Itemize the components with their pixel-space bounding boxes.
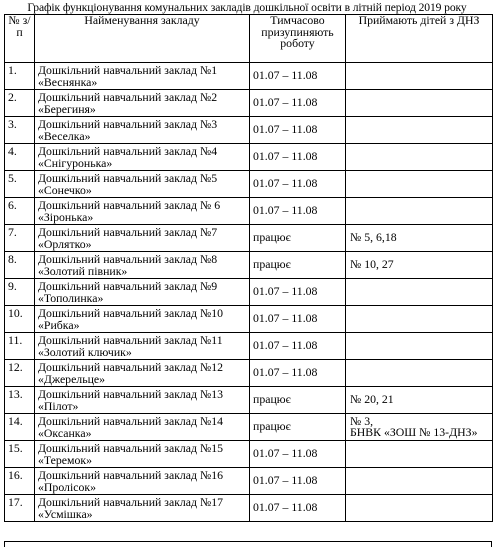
- row-number: 16.: [5, 468, 35, 495]
- institution-name: [35, 333, 250, 360]
- institution-name: [35, 387, 250, 414]
- row-number: 9.: [5, 279, 35, 306]
- institution-type: Дошкільний навчальний заклад №9: [38, 279, 218, 293]
- header-number: № з/п: [5, 15, 35, 63]
- suspension-period: 01.07 – 11.08: [250, 306, 346, 333]
- suspension-period: працює: [250, 252, 346, 279]
- institution-type: Дошкільний навчальний заклад №1: [38, 63, 218, 77]
- suspension-period: 01.07 – 11.08: [250, 279, 346, 306]
- row-number: 15.: [5, 441, 35, 468]
- institution-type: Дошкільний навчальний заклад №14: [38, 414, 224, 428]
- institution-title: «Снігуронька»: [38, 155, 113, 170]
- institution-type: Дошкільний навчальний заклад №8: [38, 252, 218, 266]
- table-continuation: [4, 541, 492, 547]
- row-number: 3.: [5, 117, 35, 144]
- institution-type: Дошкільний навчальний заклад №2: [38, 90, 218, 104]
- row-number: 12.: [5, 360, 35, 387]
- institution-name: [35, 225, 250, 252]
- table-row: [5, 387, 493, 414]
- table-row: [5, 441, 493, 468]
- suspension-period: 01.07 – 11.08: [250, 441, 346, 468]
- institution-title: «Веснянка»: [38, 74, 98, 89]
- table-row: [5, 90, 493, 117]
- institution-name: [35, 279, 250, 306]
- suspension-period: 01.07 – 11.08: [250, 198, 346, 225]
- institution-type: Дошкільний навчальний заклад №5: [38, 171, 218, 185]
- suspension-period: 01.07 – 11.08: [250, 171, 346, 198]
- institution-name: [35, 414, 250, 441]
- accepted-kindergartens: [346, 117, 493, 144]
- suspension-period: 01.07 – 11.08: [250, 144, 346, 171]
- institution-type: Дошкільний навчальний заклад №7: [38, 225, 218, 239]
- institution-type: Дошкільний навчальний заклад №10: [38, 306, 224, 320]
- suspension-period: 01.07 – 11.08: [250, 360, 346, 387]
- accepted-kindergartens: [346, 279, 493, 306]
- institution-title: «Веселка»: [38, 128, 91, 143]
- accepted-kindergartens: [346, 63, 493, 90]
- institution-name: [35, 198, 250, 225]
- suspension-period: працює: [250, 225, 346, 252]
- institution-type: Дошкільний навчальний заклад № 6: [38, 198, 221, 212]
- table-row: [5, 279, 493, 306]
- table-row: [5, 306, 493, 333]
- accepted-kindergartens: [346, 468, 493, 495]
- row-number: 8.: [5, 252, 35, 279]
- accepted-kindergartens: [346, 198, 493, 225]
- institution-title: «Рибка»: [38, 317, 80, 332]
- institution-name: [35, 117, 250, 144]
- header-name: Найменування закладу: [35, 15, 250, 63]
- accepted-kindergartens: [346, 414, 493, 441]
- row-number: 1.: [5, 63, 35, 90]
- accepted-list: № 5, 6,18: [350, 230, 397, 245]
- institution-title: «Теремок»: [38, 452, 93, 467]
- table-row: [5, 360, 493, 387]
- institution-name: [35, 441, 250, 468]
- institution-title: «Пролісок»: [38, 479, 96, 494]
- institution-type: Дошкільний навчальний заклад №15: [38, 441, 224, 455]
- accepted-kindergartens: [346, 171, 493, 198]
- row-number: 17.: [5, 495, 35, 522]
- institution-type: Дошкільний навчальний заклад №4: [38, 144, 218, 158]
- table-header-row: [5, 15, 493, 63]
- table-row: [5, 495, 493, 522]
- institution-title: «Оксанка»: [38, 425, 92, 440]
- suspension-period: 01.07 – 11.08: [250, 495, 346, 522]
- accepted-kindergartens: [346, 225, 493, 252]
- accepted-list: № 20, 21: [350, 392, 394, 407]
- suspension-period: працює: [250, 387, 346, 414]
- row-number: 13.: [5, 387, 35, 414]
- table-row: [5, 144, 493, 171]
- institution-type: Дошкільний навчальний заклад №16: [38, 468, 224, 482]
- suspension-period: 01.07 – 11.08: [250, 468, 346, 495]
- accepted-list: № 10, 27: [350, 257, 394, 272]
- document-title: Графік функціонування комунальних закладів дошкільної освіти в літній період 2019 року: [27, 1, 467, 14]
- row-number: 14.: [5, 414, 35, 441]
- table-body: [5, 63, 493, 522]
- row-number: 4.: [5, 144, 35, 171]
- header-accepts: Приймають дітей з ДНЗ: [346, 15, 493, 63]
- table-row: [5, 414, 493, 441]
- institution-title: «Усмішка»: [38, 506, 93, 521]
- suspension-period: 01.07 – 11.08: [250, 333, 346, 360]
- accepted-kindergartens: [346, 387, 493, 414]
- row-number: 6.: [5, 198, 35, 225]
- institution-name: [35, 63, 250, 90]
- institution-type: Дошкільний навчальний заклад №3: [38, 117, 218, 131]
- suspension-period: 01.07 – 11.08: [250, 117, 346, 144]
- accepted-kindergartens: [346, 360, 493, 387]
- table-row: [5, 198, 493, 225]
- institution-name: [35, 468, 250, 495]
- institution-title: «Берегиня»: [38, 101, 96, 116]
- institution-title: «Джерельце»: [38, 371, 106, 386]
- table-row: [5, 171, 493, 198]
- accepted-kindergartens: [346, 333, 493, 360]
- institution-title: «Зіронька»: [38, 209, 94, 224]
- accepted-kindergartens: [346, 306, 493, 333]
- row-number: 2.: [5, 90, 35, 117]
- accepted-kindergartens: [346, 495, 493, 522]
- institution-name: [35, 495, 250, 522]
- institution-title: «Золотий ключик»: [38, 344, 132, 359]
- accepted-kindergartens: [346, 252, 493, 279]
- institution-name: [35, 252, 250, 279]
- table-row: [5, 252, 493, 279]
- suspension-period: 01.07 – 11.08: [250, 63, 346, 90]
- institution-name: [35, 171, 250, 198]
- table-row: [5, 63, 493, 90]
- institution-name: [35, 144, 250, 171]
- row-number: 5.: [5, 171, 35, 198]
- institution-type: Дошкільний навчальний заклад №17: [38, 495, 224, 509]
- institution-name: [35, 306, 250, 333]
- suspension-period: 01.07 – 11.08: [250, 90, 346, 117]
- institution-title: «Орлятко»: [38, 236, 92, 251]
- accepted-kindergartens: [346, 144, 493, 171]
- schedule-table: [4, 14, 493, 522]
- row-number: 10.: [5, 306, 35, 333]
- institution-title: «Пілот»: [38, 398, 79, 413]
- institution-name: [35, 90, 250, 117]
- accepted-kindergartens: [346, 90, 493, 117]
- table-row: [5, 225, 493, 252]
- suspension-period: працює: [250, 414, 346, 441]
- institution-name: [35, 360, 250, 387]
- row-number: 11.: [5, 333, 35, 360]
- institution-type: Дошкільний навчальний заклад №12: [38, 360, 224, 374]
- table-row: [5, 117, 493, 144]
- table-row: [5, 333, 493, 360]
- table-row: [5, 468, 493, 495]
- header-status: Тимчасово призупиняють роботу: [250, 15, 346, 63]
- row-number: 7.: [5, 225, 35, 252]
- institution-title: «Золотий півник»: [38, 263, 128, 278]
- accepted-kindergartens: [346, 441, 493, 468]
- accepted-list: № 3,: [350, 413, 374, 428]
- institution-title: «Тополинка»: [38, 290, 104, 305]
- institution-title: «Сонечко»: [38, 182, 92, 197]
- institution-type: Дошкільний навчальний заклад №13: [38, 387, 224, 401]
- institution-type: Дошкільний навчальний заклад №11: [38, 333, 223, 347]
- accepted-list-extra: БНВК «ЗОШ № 13-ДНЗ»: [350, 425, 478, 439]
